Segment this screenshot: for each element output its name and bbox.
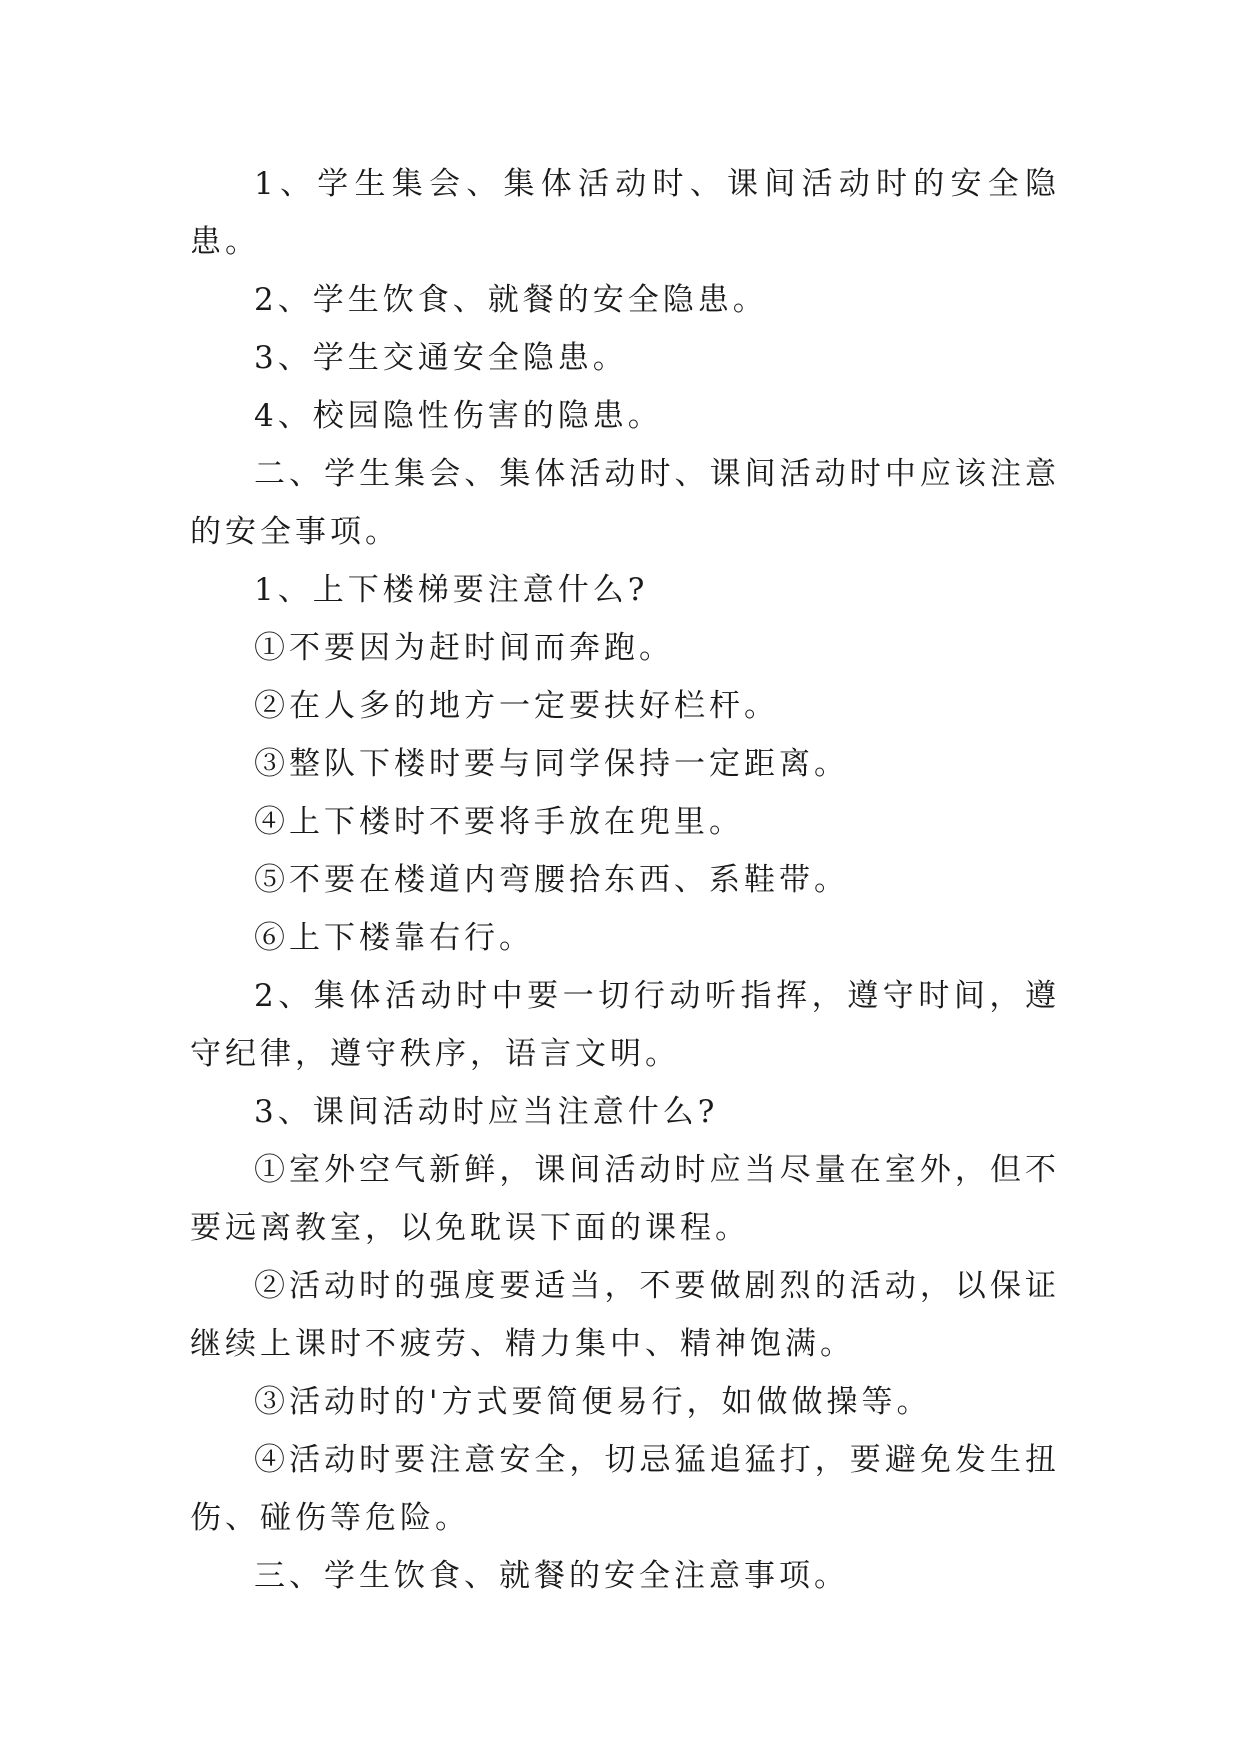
- list-item: ④上下楼时不要将手放在兜里。: [254, 804, 744, 840]
- paragraph: 1、上下楼梯要注意什么?: [254, 572, 649, 608]
- paragraph: 2、集体活动时中要一切行动听指挥，遵守时间，遵守纪律，遵守秩序，语言文明。: [190, 978, 1060, 1072]
- list-item: ④活动时要注意安全，切忌猛追猛打，要避免发生扭伤、碰伤等危险。: [190, 1442, 1060, 1536]
- paragraph: 1、学生集会、集体活动时、课间活动时的安全隐患。: [190, 166, 1060, 260]
- list-item: ①不要因为赶时间而奔跑。: [254, 630, 674, 666]
- list-item: ⑤不要在楼道内弯腰拾东西、系鞋带。: [254, 862, 849, 898]
- section-heading: 二、学生集会、集体活动时、课间活动时中应该注意的安全事项。: [190, 456, 1060, 550]
- list-item: ①室外空气新鲜，课间活动时应当尽量在室外，但不要远离教室，以免耽误下面的课程。: [190, 1152, 1060, 1246]
- paragraph: 3、课间活动时应当注意什么?: [254, 1094, 719, 1130]
- section-heading: 三、学生饮食、就餐的安全注意事项。: [254, 1558, 849, 1594]
- paragraph: 2、学生饮食、就餐的安全隐患。: [254, 282, 768, 318]
- list-item: ②活动时的强度要适当，不要做剧烈的活动，以保证继续上课时不疲劳、精力集中、精神饱满。: [190, 1268, 1060, 1362]
- list-item: ⑥上下楼靠右行。: [254, 920, 534, 956]
- paragraph: 3、学生交通安全隐患。: [254, 340, 628, 376]
- document-body: [190, 155, 1060, 1605]
- list-item: ②在人多的地方一定要扶好栏杆。: [254, 688, 779, 724]
- list-item: ③整队下楼时要与同学保持一定距离。: [254, 746, 849, 782]
- paragraph: 4、校园隐性伤害的隐患。: [254, 398, 663, 434]
- list-item: ③活动时的'方式要简便易行，如做做操等。: [254, 1384, 932, 1420]
